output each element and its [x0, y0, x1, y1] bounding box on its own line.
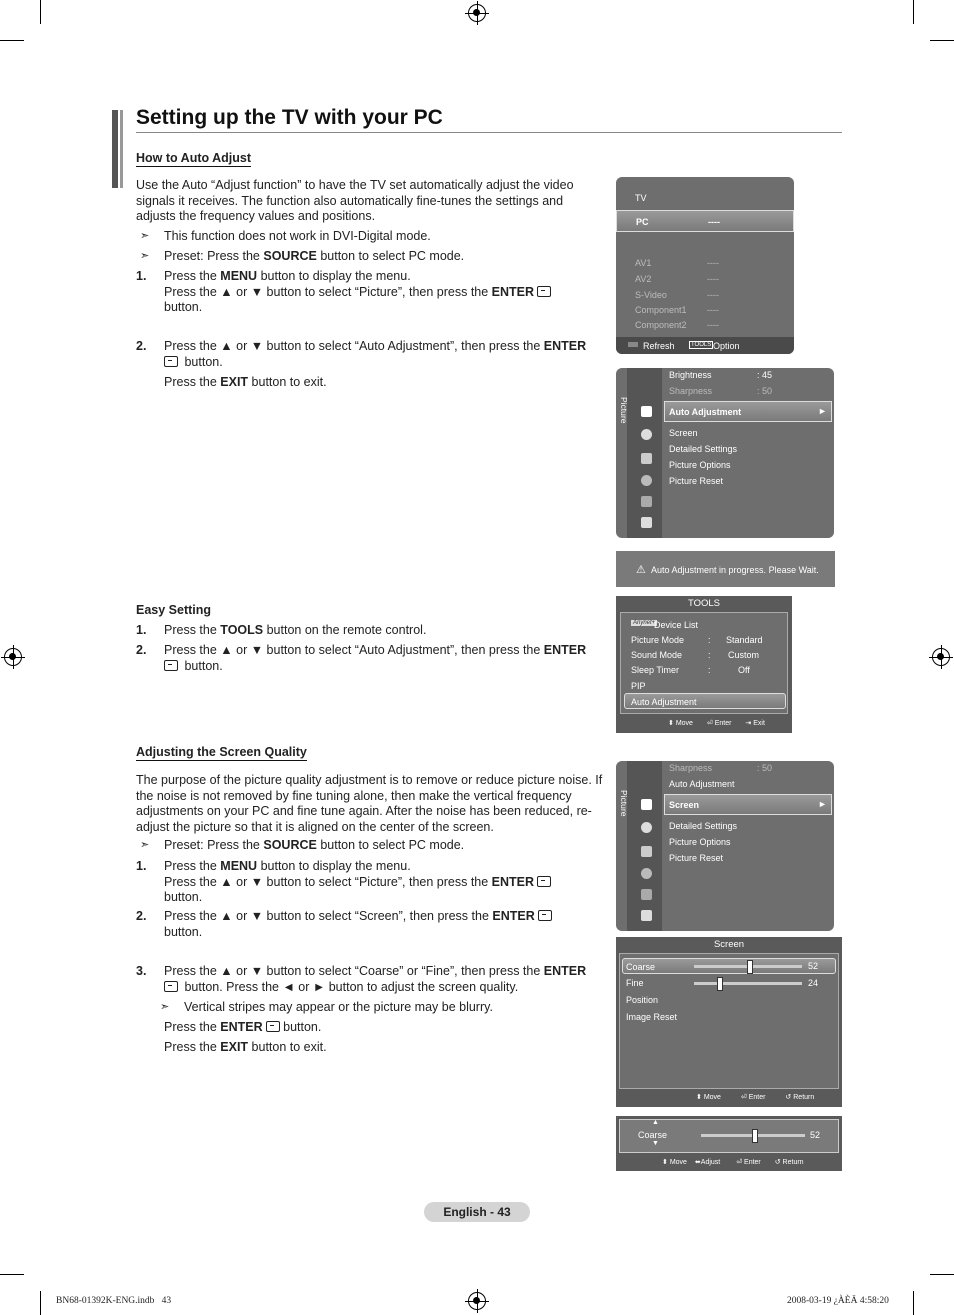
osd-source-list	[616, 177, 794, 354]
osd-help-bar: ⬍ Move ⏎ Enter ⇥ Exit	[668, 720, 765, 727]
source-value: ----	[707, 320, 719, 330]
source-item[interactable]: TV	[635, 193, 647, 203]
footer-file: BN68-01392K-ENG.indb 43	[56, 1296, 172, 1306]
source-item[interactable]: Component1	[635, 305, 687, 315]
input-icon[interactable]	[641, 496, 652, 507]
slider-value: 52	[808, 961, 819, 971]
coarse-slider[interactable]	[701, 1134, 805, 1137]
exit-icon: ⇥	[745, 720, 752, 727]
sidebar-bar	[120, 110, 123, 188]
auto-adjust-intro: Use the Auto “Adjust function” to have the TV set automatically adjust the video signals it receives. The function also automatically fine-tunes the settings and adjusts the frequency values and positions.	[136, 178, 574, 223]
step: 1. Press the TOOLS button on the remote control.	[136, 623, 427, 637]
enter-icon	[164, 660, 178, 671]
source-item[interactable]: S-Video	[635, 290, 667, 300]
step: 2. Press the ▲ or ▼ button to select “Screen”, then press the ENTER button.	[164, 909, 606, 940]
slider-value: 24	[808, 978, 819, 988]
note: ➣ Preset: Press the SOURCE button to select PC mode.	[140, 838, 465, 852]
up-down-arrow-icon: ⬍	[696, 1094, 702, 1101]
title-rule	[136, 132, 842, 133]
menu-item-value: : 45	[757, 370, 773, 380]
tools-button-icon: TOOLS	[691, 342, 712, 348]
slider-handle[interactable]	[752, 1129, 758, 1143]
osd-tools-menu	[616, 596, 792, 733]
tools-item[interactable]: Sleep Timer	[631, 665, 680, 675]
menu-item-selected[interactable]: Auto Adjustment ►	[664, 401, 832, 422]
enter-icon	[537, 286, 551, 297]
menu-item[interactable]: Picture Options	[669, 837, 731, 847]
menu-item[interactable]: Detailed Settings	[669, 444, 738, 454]
registration-mark-icon	[468, 4, 486, 22]
osd-side-label: Picture	[619, 790, 629, 817]
enter-icon: ⏎	[740, 1094, 747, 1101]
note: ➣ Vertical stripes may appear or the picture may be blurry.	[160, 1000, 493, 1014]
picture-icon[interactable]	[641, 406, 652, 417]
source-value: ----	[707, 305, 719, 315]
menu-item-value: : 50	[757, 386, 773, 396]
enter-instruction: Press the ENTER button.	[164, 1020, 322, 1034]
menu-item[interactable]: Detailed Settings	[669, 821, 738, 831]
application-icon[interactable]	[641, 910, 652, 921]
section-heading-screen-quality: Adjusting the Screen Quality	[136, 745, 307, 759]
enter-icon	[538, 910, 552, 921]
progress-message-box	[616, 551, 835, 587]
enter-icon	[537, 876, 551, 887]
menu-item[interactable]: Picture Reset	[669, 853, 724, 863]
chevron-right-icon: ►	[818, 406, 827, 416]
tools-item[interactable]: Sound Mode	[631, 650, 683, 660]
tools-separator: :	[708, 665, 711, 675]
note: ➣ Preset: Press the SOURCE button to select PC mode.	[140, 249, 465, 263]
menu-item[interactable]: Picture Reset	[669, 476, 724, 486]
osd-help-bar: ⬍ Move ⬌Adjust ⏎ Enter ↺ Return	[662, 1159, 804, 1166]
registration-mark-icon	[932, 648, 950, 666]
tools-value: Off	[738, 665, 750, 675]
tools-item[interactable]: Device List	[654, 620, 699, 630]
refresh-label: Refresh	[643, 341, 675, 351]
application-icon[interactable]	[641, 517, 652, 528]
red-button-icon	[628, 342, 638, 347]
registration-mark-icon	[468, 1292, 486, 1310]
section-heading-easy: Easy Setting	[136, 603, 212, 617]
tools-item[interactable]: Picture Mode	[631, 635, 685, 645]
menu-item-selected[interactable]: Screen ►	[664, 794, 832, 815]
source-value: ----	[707, 274, 719, 284]
fine-slider[interactable]	[694, 982, 802, 985]
osd-coarse-adjust	[616, 1116, 842, 1171]
tools-title: TOOLS	[687, 598, 721, 609]
slider-handle[interactable]	[717, 977, 723, 991]
setup-gear-icon[interactable]	[641, 475, 652, 486]
coarse-label: Coarse	[638, 1130, 668, 1140]
exit-instruction: Press the EXIT button to exit.	[164, 1040, 327, 1054]
sound-icon[interactable]	[641, 429, 652, 440]
return-icon: ↺	[785, 1094, 792, 1101]
page-number: English - 43	[424, 1202, 530, 1222]
menu-item[interactable]: Picture Options	[669, 460, 731, 470]
page-title: Setting up the TV with your PC	[136, 106, 443, 129]
channel-icon[interactable]	[641, 453, 652, 464]
up-down-arrow-icon: ⬍	[668, 720, 674, 727]
step: 1. Press the MENU button to display the menu. Press the ▲ or ▼ button to select “Picture”, then press the ENTER button.	[164, 269, 606, 316]
enter-icon	[266, 1021, 280, 1032]
tools-value: Custom	[728, 650, 760, 660]
screen-quality-intro: The purpose of the picture quality adjustment is to remove or reduce picture noise. If the noise is not removed by fine tuning alone, then make the vertical frequency adjustments on your PC and fine tune again. After the noise has been reduced, re-adjust the picture so that it is aligned on the center of the screen.	[136, 773, 603, 834]
sound-icon[interactable]	[641, 822, 652, 833]
enter-icon	[164, 356, 178, 367]
source-item-selected[interactable]: PC ----	[616, 210, 794, 232]
osd-footer	[616, 337, 794, 354]
source-value: ----	[707, 290, 719, 300]
channel-icon[interactable]	[641, 846, 652, 857]
slider-value: 52	[810, 1130, 821, 1140]
tools-item-selected[interactable]: Auto Adjustment	[624, 693, 786, 709]
slider-handle[interactable]	[747, 960, 753, 974]
exit-instruction: Press the EXIT button to exit.	[164, 375, 327, 389]
chevron-right-icon: ►	[818, 799, 827, 809]
coarse-slider[interactable]	[694, 965, 802, 968]
return-icon: ↺	[774, 1159, 781, 1166]
enter-icon	[164, 981, 178, 992]
tools-separator: :	[708, 635, 711, 645]
menu-item-value: : 50	[757, 763, 773, 773]
osd-picture-menu	[616, 368, 834, 538]
warning-icon: ⚠	[636, 564, 646, 576]
note: ➣ This function does not work in DVI-Digital mode.	[140, 229, 431, 243]
source-item[interactable]: AV2	[635, 274, 652, 284]
tools-item[interactable]: PIP	[631, 681, 646, 691]
osd-side-label: Picture	[619, 397, 629, 424]
enter-icon: ⏎	[706, 720, 713, 727]
step: 2. Press the ▲ or ▼ button to select “Auto Adjustment”, then press the ENTER button.	[136, 339, 587, 369]
screen-item[interactable]: Fine	[626, 978, 644, 988]
option-label: Option	[713, 341, 740, 351]
step: 2. Press the ▲ or ▼ button to select “Auto Adjustment”, then press the ENTER button.	[136, 643, 587, 673]
menu-item[interactable]: Sharpness	[669, 763, 713, 773]
osd-screen-menu	[616, 937, 842, 1107]
arrow-up-icon[interactable]: ▲	[652, 1119, 659, 1126]
source-value: ----	[707, 258, 719, 268]
menu-item[interactable]: Sharpness	[669, 386, 713, 396]
step: 1. Press the MENU button to display the menu. Press the ▲ or ▼ button to select “Picture”, then press the ENTER button.	[164, 859, 606, 906]
tools-value: Standard	[726, 635, 763, 645]
enter-icon: ⏎	[736, 1159, 743, 1166]
section-heading-auto-adjust: How to Auto Adjust	[136, 151, 252, 165]
anynet-logo-icon: Anynet+	[633, 620, 656, 626]
menu-item[interactable]: Screen	[669, 428, 698, 438]
input-icon[interactable]	[641, 889, 652, 900]
footer-timestamp: 2008-03-19 ¿ÀÈÄ 4:58:20	[787, 1296, 889, 1306]
step: 3. Press the ▲ or ▼ button to select “Coarse” or “Fine”, then press the ENTER button. Press the ◄ or ► button to adjust the screen quality.	[136, 964, 587, 994]
source-item[interactable]: AV1	[635, 258, 652, 268]
sidebar-bar	[112, 110, 118, 188]
menu-item[interactable]: Brightness	[669, 370, 712, 380]
source-item[interactable]: Component2	[635, 320, 687, 330]
screen-item-selected[interactable]: Coarse	[622, 958, 836, 974]
screen-item[interactable]: Position	[626, 995, 659, 1005]
menu-item[interactable]: Auto Adjustment	[669, 779, 735, 789]
setup-gear-icon[interactable]	[641, 868, 652, 879]
left-right-arrow-icon: ⬌	[694, 1159, 701, 1166]
progress-message: Auto Adjustment in progress. Please Wait.	[651, 565, 819, 575]
screen-title: Screen	[713, 939, 745, 950]
osd-help-bar: ⬍ Move ⏎ Enter ↺ Return	[696, 1094, 815, 1101]
screen-item[interactable]: Image Reset	[626, 1012, 678, 1022]
registration-mark-icon	[4, 648, 22, 666]
tools-separator: :	[708, 650, 711, 660]
arrow-down-icon[interactable]: ▼	[652, 1140, 659, 1147]
picture-icon[interactable]	[641, 799, 652, 810]
osd-picture-menu	[616, 761, 834, 931]
up-down-arrow-icon: ⬍	[662, 1159, 668, 1166]
